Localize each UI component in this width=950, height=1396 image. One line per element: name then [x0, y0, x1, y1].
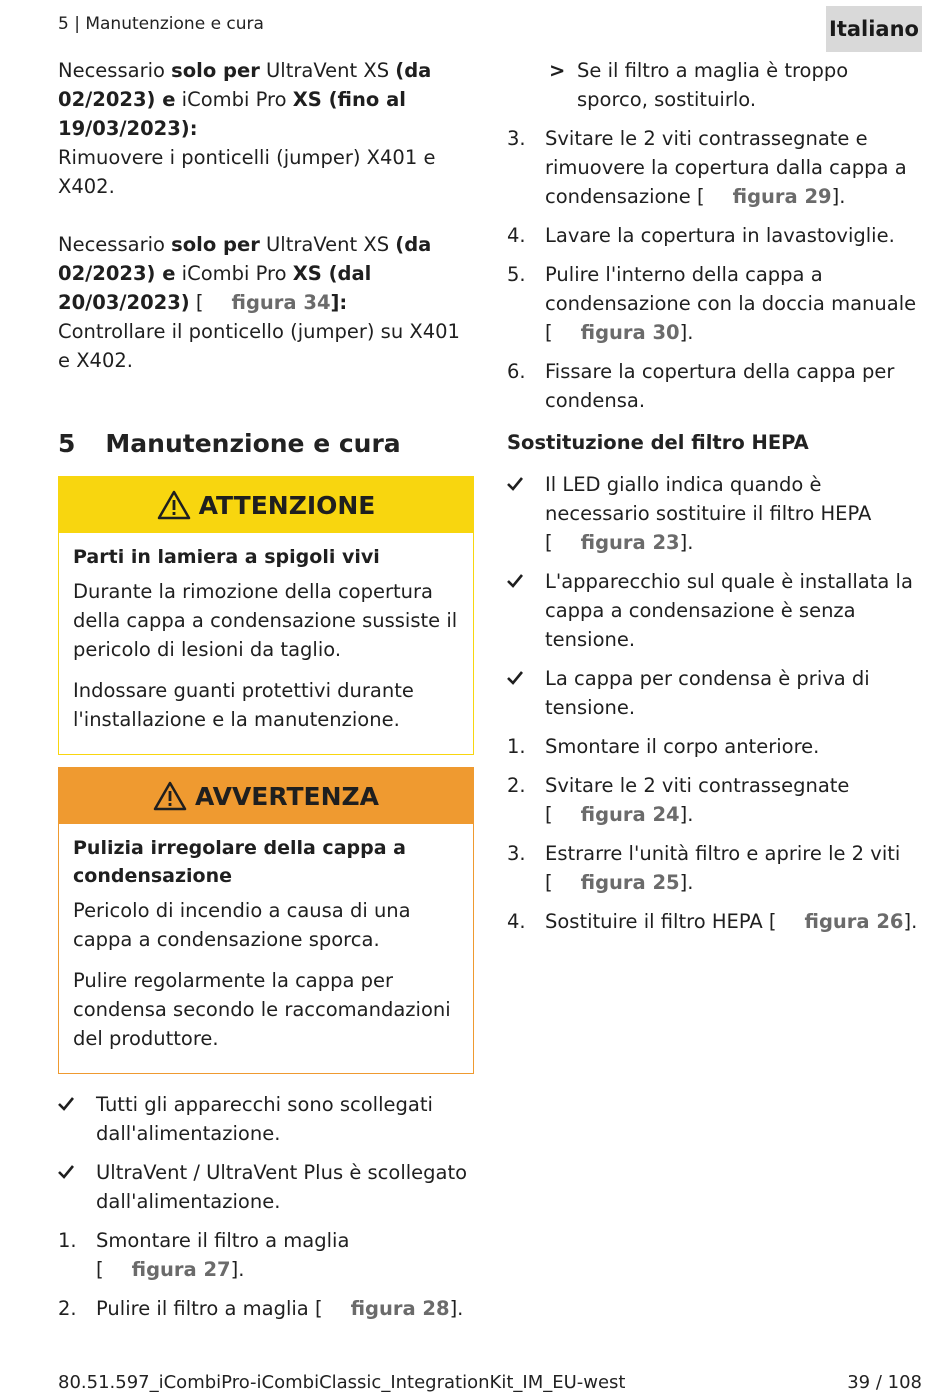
warning-box [58, 767, 474, 1074]
list-item: 4. Sostituire il filtro HEPA [ figura 26]. [507, 910, 918, 933]
right-column [507, 56, 925, 946]
prerequisite-list [507, 470, 925, 722]
caution-box [58, 476, 474, 755]
figure-link[interactable]: figura 23 [580, 531, 680, 554]
step-list [507, 732, 925, 936]
list-item: > Se il filtro a maglia è troppo sporco, sostituirlo. [507, 56, 925, 114]
warning-text: Pericolo di incendio a causa di una cappa a condensazione sporca. [73, 899, 411, 951]
figure-link[interactable]: figura 27 [131, 1258, 231, 1281]
list-item: 1. Smontare il filtro a maglia [ figura 27]. [58, 1229, 350, 1281]
step-list [507, 124, 925, 415]
prerequisite-list [58, 1090, 474, 1216]
figure-link[interactable]: figura 28 [350, 1297, 450, 1320]
check-icon [507, 477, 523, 491]
section-heading: 5 Manutenzione e cura [58, 429, 401, 458]
check-icon [58, 1097, 74, 1111]
list-item: 1. Smontare il corpo anteriore. [507, 735, 820, 758]
figure-link[interactable]: figura 25 [580, 871, 680, 894]
figure-link[interactable]: figura 29 [732, 185, 832, 208]
left-column [58, 56, 474, 1333]
list-item: L'apparecchio sul quale è installata la cappa a condensazione è senza tensione. [507, 567, 925, 654]
list-item: 3. Estrarre l'unità filtro e aprire le 2 viti [ figura 25]. [507, 842, 901, 894]
warning-banner: AVVERTENZA [59, 768, 473, 824]
list-item: UltraVent / UltraVent Plus è scollegato dall'alimentazione. [58, 1158, 474, 1216]
warning-triangle-icon [157, 490, 191, 520]
caution-text: Durante la rimozione della copertura della cappa a condensazione sussiste il pericolo di lesioni da taglio. [73, 580, 458, 661]
caution-instruction: Indossare guanti protettivi durante l'installazione e la manutenzione. [73, 679, 414, 731]
result-arrow-icon: > [549, 59, 566, 82]
warning-triangle-icon [153, 781, 187, 811]
requirement-paragraph-2: Necessario solo per UltraVent XS (da 02/2023) e iCombi Pro XS (dal 20/03/2023) [ figura 34]: Controllare il ponticello (jumper) su X401 e X402. [58, 233, 460, 372]
warning-instruction: Pulire regolarmente la cappa per condensa secondo le raccomandazioni del produttore. [73, 969, 451, 1050]
list-item: 2. Svitare le 2 viti contrassegnate [ figura 24]. [507, 774, 850, 826]
caution-title: Parti in lamiera a spigoli vivi [73, 546, 380, 568]
figure-link[interactable]: figura 30 [580, 321, 680, 344]
list-item: 6. Fissare la copertura della cappa per condensa. [507, 360, 895, 412]
list-item: 2. Pulire il filtro a maglia [ figura 28]. [58, 1297, 464, 1320]
list-item: 3. Svitare le 2 viti contrassegnate e rimuovere la copertura dalla cappa a condensazione [ figura 29]. [507, 127, 907, 208]
figure-link[interactable]: figura 24 [580, 803, 680, 826]
list-item: 5. Pulire l'interno della cappa a condensazione con la doccia manuale [ figura 30]. [507, 263, 917, 344]
step-list [58, 1226, 474, 1323]
list-item: 4. Lavare la copertura in lavastoviglie. [507, 224, 895, 247]
figure-link[interactable]: figura 34 [231, 291, 331, 314]
check-icon [507, 671, 523, 685]
figure-link[interactable]: figura 26 [804, 910, 904, 933]
result-list [507, 56, 925, 114]
page-number: 39 / 108 [847, 1372, 922, 1393]
requirement-paragraph-1: Necessario solo per UltraVent XS (da 02/2023) e iCombi Pro XS (fino al 19/03/2023): Rimuovere i ponticelli (jumper) X401 e X402. [58, 59, 436, 198]
caution-banner: ATTENZIONE [59, 477, 473, 533]
check-icon [507, 574, 523, 588]
subsection-heading: Sostituzione del filtro HEPA [507, 431, 809, 454]
language-tab: Italiano [826, 6, 922, 52]
list-item: Tutti gli apparecchi sono scollegati dall'alimentazione. [58, 1090, 474, 1148]
running-header: 5 | Manutenzione e cura [58, 14, 264, 34]
list-item: Il LED giallo indica quando è necessario sostituire il filtro HEPA [ figura 23]. [507, 470, 925, 557]
document-id: 80.51.597_iCombiPro-iCombiClassic_IntegrationKit_IM_EU-west [58, 1372, 626, 1393]
list-item: La cappa per condensa è priva di tensione. [507, 664, 925, 722]
check-icon [58, 1165, 74, 1179]
warning-title: Pulizia irregolare della cappa a condensazione [73, 837, 406, 887]
